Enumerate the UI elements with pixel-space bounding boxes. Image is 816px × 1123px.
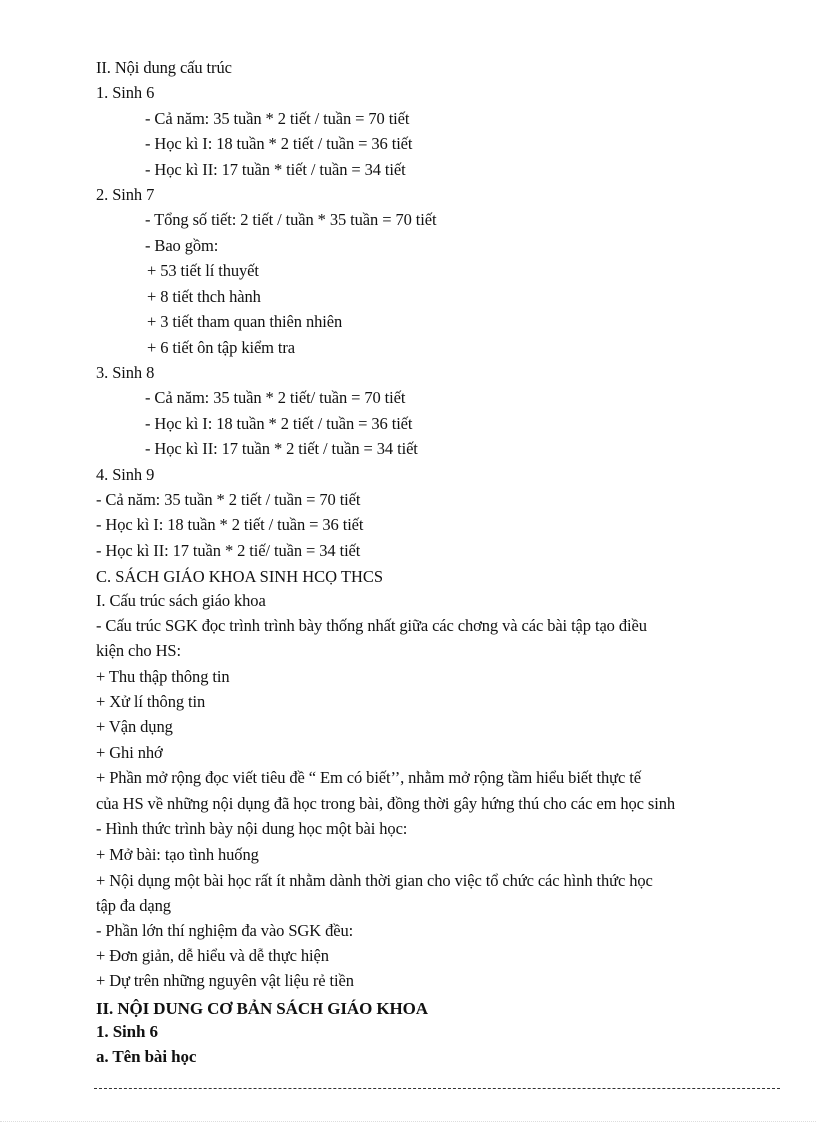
text-line: - Phần lớn thí nghiệm đa vào SGK đều: (96, 921, 354, 940)
text-line: + Phần mở rộng đọc viết tiêu đề “ Em có biết’’, nhằm mở rộng tầm hiểu biết thực tế (96, 768, 641, 787)
chapter-heading: C. SÁCH GIÁO KHOA SINH HCỌ THCS (96, 567, 384, 586)
text-line: + Vận dụng (96, 717, 173, 736)
text-line: - Học kì II: 17 tuần * tiết / tuần = 34 tiết (145, 160, 406, 179)
text-line: + Mở bài: tạo tình huống (96, 845, 259, 864)
text-line: + Thu thập thông tin (96, 667, 230, 686)
page-bottom-edge (0, 1121, 816, 1122)
text-line: + Xử lí thông tin (96, 692, 206, 711)
text-line: - Học kì II: 17 tuần * 2 tiế/ tuần = 34 tiết (96, 541, 361, 560)
text-line: - Học kì I: 18 tuần * 2 tiết / tuần = 36 tiết (145, 134, 413, 153)
text-line: - Cả năm: 35 tuần * 2 tiết / tuần = 70 tiết (96, 490, 361, 509)
subsection-heading-bold: 1. Sinh 6 (96, 1022, 158, 1041)
text-line: + Dự trên những nguyên vật liệu rẻ tiền (96, 971, 354, 990)
text-line: kiện cho HS: (96, 641, 181, 660)
text-line: + Nội dụng một bài học rất ít nhằm dành thời gian cho việc tổ chức các hình thức học (96, 871, 653, 890)
item-heading-bold: a. Tên bài học (96, 1047, 197, 1066)
text-line: - Học kì I: 18 tuần * 2 tiết / tuần = 36 tiết (145, 414, 413, 433)
text-line: + 3 tiết tham quan thiên nhiên (147, 312, 343, 331)
subsection-heading: 1. Sinh 6 (96, 83, 155, 102)
text-line: của HS về những nội dụng đã học trong bài, đồng thời gây hứng thú cho các em học sinh (96, 794, 675, 813)
section-heading-bold: II. NỘI DUNG CƠ BẢN SÁCH GIÁO KHOA (96, 999, 428, 1018)
text-line: - Cả năm: 35 tuần * 2 tiết/ tuần = 70 tiết (145, 388, 406, 407)
text-line: - Học kì I: 18 tuần * 2 tiết / tuần = 36 tiết (96, 515, 364, 534)
text-line: - Tổng số tiết: 2 tiết / tuần * 35 tuần = 70 tiết (145, 210, 437, 229)
text-line: tập đa dạng (96, 896, 171, 915)
text-line: + 8 tiết thch hành (147, 287, 261, 306)
subsection-heading: 4. Sinh 9 (96, 465, 155, 484)
footer-dashed-rule (94, 1088, 780, 1089)
text-line: + 53 tiết lí thuyết (147, 261, 259, 280)
text-line: + Đơn giản, dễ hiểu và dễ thực hiện (96, 946, 329, 965)
subsection-heading: 3. Sinh 8 (96, 363, 155, 382)
text-line: - Học kì II: 17 tuần * 2 tiết / tuần = 34 tiết (145, 439, 418, 458)
section-heading: II. Nội dung cấu trúc (96, 58, 232, 77)
text-line: - Hình thức trình bày nội dung học một bài học: (96, 819, 408, 838)
text-line: - Cả năm: 35 tuần * 2 tiết / tuần = 70 tiết (145, 109, 410, 128)
text-line: + 6 tiết ôn tập kiểm tra (147, 338, 296, 357)
text-line: - Bao gồm: (145, 236, 219, 255)
section-heading: I. Cấu trúc sách giáo khoa (96, 591, 266, 610)
subsection-heading: 2. Sinh 7 (96, 185, 155, 204)
text-line: + Ghi nhớ (96, 743, 163, 762)
text-line: - Cấu trúc SGK đọc trình trình bày thống nhất giữa các chơng và các bài tập tạo điều (96, 616, 647, 635)
